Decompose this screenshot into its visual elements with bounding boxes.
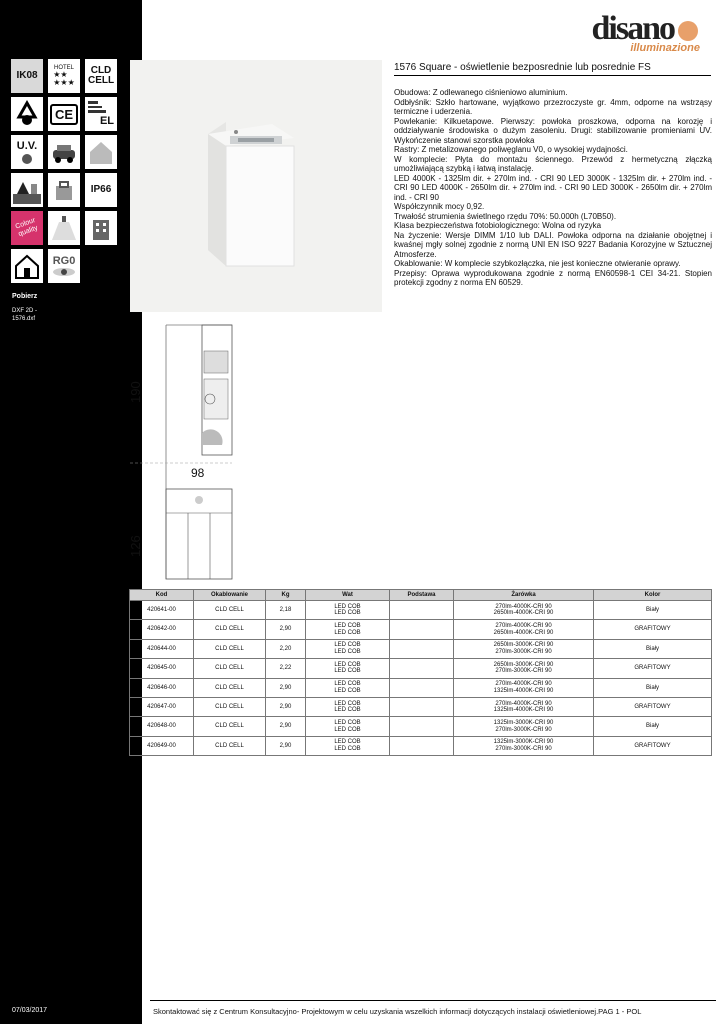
cell-weight: 2,90 [266, 620, 306, 639]
desc-housing: Obudowa: Z odlewanego ciśnieniowo aluminium. [394, 88, 568, 97]
cell-lamp: 270lm-4000K-CRI 90 2650lm-4000K-CRI 90 [454, 620, 594, 639]
product-variants-table [129, 589, 712, 756]
table-row [130, 717, 712, 736]
table-row [130, 736, 712, 755]
cell-code: 420645-00 [130, 659, 194, 678]
title-divider [394, 75, 711, 76]
dimension-width: 98 [191, 466, 205, 480]
cell-wiring: CLD CELL [194, 697, 266, 716]
cell-lamp: 270lm-4000K-CRI 90 2650lm-4000K-CRI 90 [454, 601, 594, 620]
cell-code: 420648-00 [130, 717, 194, 736]
cell-wiring: CLD CELL [194, 601, 266, 620]
table-row [130, 697, 712, 716]
dimension-height: 190 [128, 381, 143, 403]
desc-lifetime: Trwałość strumienia świetlnego rzędu 70%: 50.000h (L70B50). [394, 211, 617, 221]
desc-wiring: Okablowanie: W komplecie szybkozłączka, nie jest konieczne otwieranie oprawy. [394, 259, 681, 268]
cell-base [390, 659, 454, 678]
cell-wiring: CLD CELL [194, 678, 266, 697]
table-row [130, 678, 712, 697]
outdoor-scene-icon [11, 173, 43, 207]
cell-weight: 2,90 [266, 678, 306, 697]
dxf-download-link[interactable]: DXF 2D - 1576.dxf [12, 308, 38, 322]
cell-colour: Biały [594, 601, 712, 620]
cell-wiring: CLD CELL [194, 659, 266, 678]
building-icon [85, 211, 117, 245]
cell-colour: Biały [594, 717, 712, 736]
cell-lamp: 1325lm-3000K-CRI 90 270lm-3000K-CRI 90 [454, 717, 594, 736]
downlight-icon [48, 211, 80, 245]
cell-watt: LED COB LED COB [306, 736, 390, 755]
cell-base [390, 697, 454, 716]
cell-colour: Biały [594, 639, 712, 658]
cell-colour: Biały [594, 678, 712, 697]
cell-wiring: CLD CELL [194, 639, 266, 658]
table-row [130, 601, 712, 620]
desc-on-request: Na życzenie: Wersje DIMM 1/10 lub DALI. Powłoka odporna na działanie obojętnej i kwaśnej mgły solnej zgodnie z normą UNI EN ISO 9227 Badania Korozyjne w Sztucznej Atmosferze. [394, 230, 712, 259]
download-title: Pobierz [12, 293, 38, 300]
cell-weight: 2,90 [266, 697, 306, 716]
car-wash-icon [48, 135, 80, 169]
desc-photobiological: Klasa bezpieczeństwa fotobiologicznego: Wolna od ryzyka [394, 221, 602, 230]
cell-base [390, 717, 454, 736]
cell-weight: 2,90 [266, 736, 306, 755]
uv-resistant-icon: U.V. [11, 135, 43, 169]
header-colour: Kolor [594, 590, 712, 601]
header-wiring: Okablowanie [194, 590, 266, 601]
logo-dot [678, 21, 698, 41]
logo-subtitle: illuminazione [630, 42, 700, 54]
desc-louvres: Rastry: Z metalizowanego poliwęglanu V0, o wysokiej wydajności. [394, 145, 628, 154]
cell-code: 420649-00 [130, 736, 194, 755]
home-icon [11, 249, 43, 283]
cell-code: 420642-00 [130, 620, 194, 639]
ce-icon: CE [48, 97, 80, 131]
product-photo [130, 60, 382, 312]
table-row [130, 639, 712, 658]
desc-power-factor: Współczynnik mocy 0,92. [394, 202, 485, 211]
energy-label-icon: EL [85, 97, 117, 131]
table-row [130, 659, 712, 678]
cell-watt: LED COB LED COB [306, 659, 390, 678]
cell-watt: LED COB LED COB [306, 697, 390, 716]
cell-code: 420644-00 [130, 639, 194, 658]
cell-weight: 2,18 [266, 601, 306, 620]
cell-watt: LED COB LED COB [306, 678, 390, 697]
luggage-icon [48, 173, 80, 207]
cell-code: 420641-00 [130, 601, 194, 620]
hotel-label: HOTEL [53, 65, 74, 71]
disano-logo [570, 12, 700, 54]
cell-base [390, 601, 454, 620]
desc-led-versions: LED 4000K - 1325lm dir. + 270lm ind. - CRI 90 LED 3000K - 1325lm dir. + 270lm ind. - CRI 90 LED 4000K - 2650lm dir. + 270lm ind. - CRI 90 LED 3000K - 2650lm dir. + 270lm ind. - CRI 90 [394, 173, 712, 202]
product-description [394, 88, 712, 288]
cell-weight: 2,22 [266, 659, 306, 678]
logo-text: disano [591, 10, 674, 47]
cell-lamp: 1325lm-3000K-CRI 90 270lm-3000K-CRI 90 [454, 736, 594, 755]
cell-watt: LED COB LED COB [306, 717, 390, 736]
product-title: 1576 Square - oświetlenie bezposrednie lub posrednie FS [394, 62, 651, 73]
cell-base [390, 678, 454, 697]
cell-wiring: CLD CELL [194, 620, 266, 639]
cell-colour: GRAFITOWY [594, 736, 712, 755]
desc-coating: Powlekanie: Kilkuetapowe. Pierwszy: powłoka proszkowa, odporna na korozję i oddziaływanie środowiska o dużym zasoleniu. Drugi: stabilizowanie promieniami UV. Wykończenie stanowi szorstka powłoka [394, 116, 712, 145]
desc-standards: Przepisy: Oprawa wyprodukowana zgodnie z normą EN60598-1 CEI 34-21. Stopien protekcji zgodny z norma EN 60529. [394, 268, 712, 287]
sidebar [0, 0, 142, 1024]
cell-lamp: 270lm-4000K-CRI 90 1325lm-4000K-CRI 90 [454, 678, 594, 697]
recycle-icon [11, 97, 43, 131]
ip66-badge: IP66 [85, 173, 117, 207]
house-outline-icon [85, 135, 117, 169]
cell-watt: LED COB LED COB [306, 601, 390, 620]
cell-code: 420647-00 [130, 697, 194, 716]
cell-colour: GRAFITOWY [594, 620, 712, 639]
footer-text: Skontaktować się z Centrum Konsultacyjno- Projektowym w celu uzyskania wszelkich informacji dotyczących instalacji oświetleniowej.PAG 1 - POL [153, 1007, 642, 1016]
table-header-row [130, 590, 712, 601]
desc-reflector: Odbłyśnik: Szkło hartowane, wyjątkowo przezroczyste gr. 4mm, odporne na wstrząsy termiczne i uderzenia. [394, 97, 712, 116]
dimension-depth: 126 [128, 535, 143, 557]
cell-base [390, 639, 454, 658]
header-lamp: Żarówka [454, 590, 594, 601]
cell-lamp: 2650lm-3000K-CRI 90 270lm-3000K-CRI 90 [454, 659, 594, 678]
cell-lamp: 270lm-4000K-CRI 90 1325lm-4000K-CRI 90 [454, 697, 594, 716]
header-base: Podstawa [390, 590, 454, 601]
cell-colour: GRAFITOWY [594, 659, 712, 678]
cell-lamp: 2650lm-3000K-CRI 90 270lm-3000K-CRI 90 [454, 639, 594, 658]
cell-weight: 2,20 [266, 639, 306, 658]
technical-drawing [130, 323, 240, 581]
document-date: 07/03/2017 [12, 1007, 48, 1014]
desc-included: W komplecie: Płyta do montażu ściennego. Przewód z hermetyczną złączką umożliwiającą szybką i łatwą instalację. [394, 154, 712, 173]
cell-watt: LED COB LED COB [306, 620, 390, 639]
cell-wiring: CLD CELL [194, 717, 266, 736]
star-icon: ★★ ★★★ [53, 70, 75, 87]
cell-weight: 2,90 [266, 717, 306, 736]
footer-divider [150, 1000, 716, 1001]
header-code: Kod [130, 590, 194, 601]
header-watt: Wat [306, 590, 390, 601]
cell-base [390, 736, 454, 755]
cell-colour: GRAFITOWY [594, 697, 712, 716]
table-row [130, 620, 712, 639]
hotel-icon [48, 59, 80, 93]
cell-wiring: CLD CELL [194, 736, 266, 755]
rg0-eye-icon: RG0 [48, 249, 80, 283]
cell-watt: LED COB LED COB [306, 639, 390, 658]
table-body [130, 601, 712, 756]
cell-base [390, 620, 454, 639]
colour-quality-icon: Colour quality [11, 211, 43, 245]
ik08-badge: IK08 [11, 59, 43, 93]
cell-code: 420646-00 [130, 678, 194, 697]
header-weight: Kg [266, 590, 306, 601]
cld-cell-badge: CLD CELL [85, 59, 117, 93]
